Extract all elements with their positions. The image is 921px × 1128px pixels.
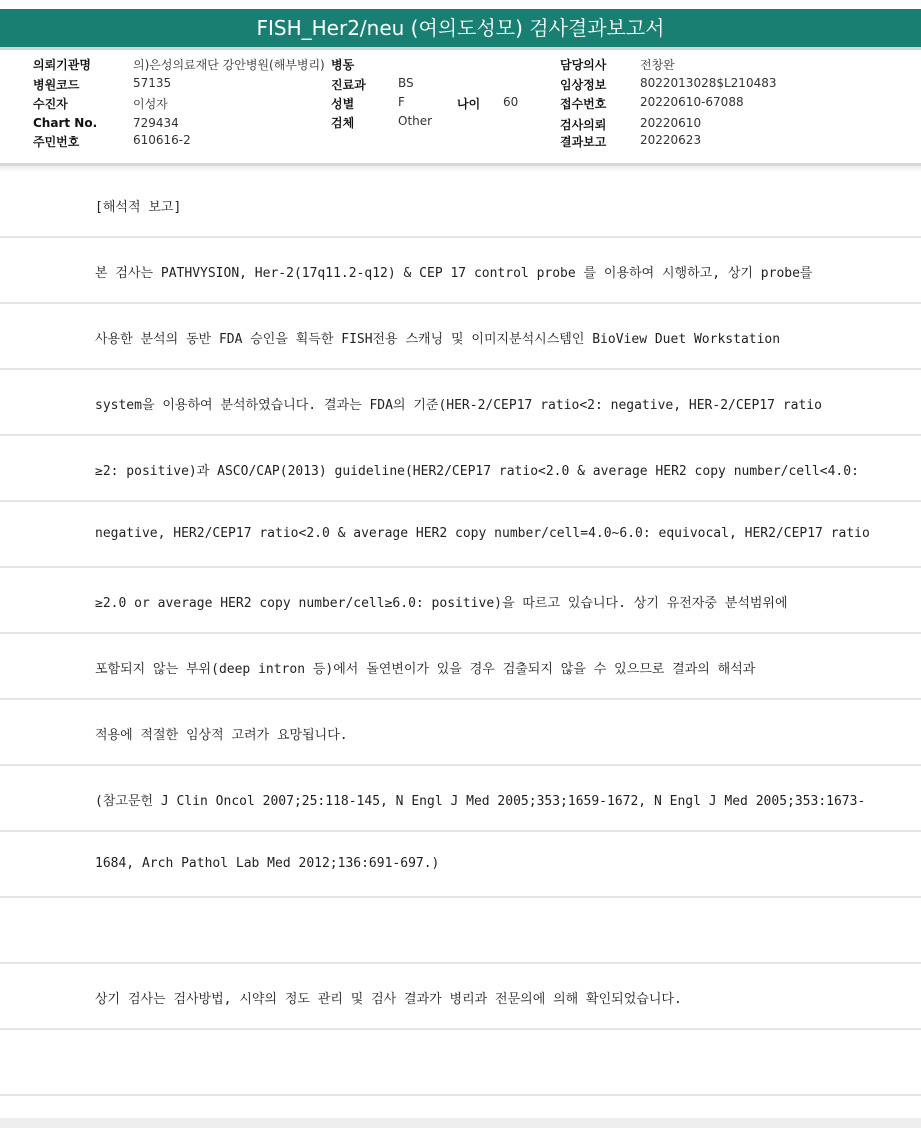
- report-date-label: 결과보고: [560, 135, 607, 149]
- report-line: [0, 238, 921, 304]
- sex-value: F: [398, 95, 405, 109]
- doctor-value: 전창완: [640, 58, 675, 72]
- chart-value: 729434: [133, 116, 179, 130]
- report-line-text: [해석적 보고]: [95, 200, 182, 215]
- report-line-text: negative, HER2/CEP17 ratio<2.0 & average HER2 copy number/cell=4.0~6.0: equivocal, HER2/CEP17 ratio: [95, 526, 870, 541]
- report-line: [0, 1030, 921, 1096]
- report-line: [0, 832, 921, 898]
- report-line-text: ≥2: positive)과 ASCO/CAP(2013) guideline(HER2/CEP17 ratio<2.0 & average HER2 copy number/cell<4.0:: [95, 464, 859, 479]
- report-line: [0, 172, 921, 238]
- report-line-text: 포함되지 않는 부위(deep intron 등)에서 돌연변이가 있을 경우 검출되지 않을 수 있으므로 결과의 해석과: [95, 662, 756, 677]
- patient-value: 이성자: [133, 97, 168, 111]
- report-line: [0, 898, 921, 964]
- specimen-value: Other: [398, 114, 433, 128]
- report-line-text: 1684, Arch Pathol Lab Med 2012;136:691-697.): [95, 856, 440, 871]
- report-line: [0, 700, 921, 766]
- dept-label: 진료과: [331, 78, 366, 92]
- sex-label: 성별: [331, 97, 355, 111]
- receipt-label: 접수번호: [560, 97, 607, 111]
- report-line: [0, 568, 921, 634]
- report-body: [0, 172, 921, 1096]
- hospital-code-label: 병원코드: [33, 78, 80, 92]
- report-line-text: 본 검사는 PATHVYSION, Her-2(17q11.2-q12) & CEP 17 control probe 를 이용하여 시행하고, 상기 probe를: [95, 266, 813, 281]
- report-line: [0, 436, 921, 502]
- report-header: [0, 50, 921, 163]
- patient-label: 수진자: [33, 97, 68, 111]
- top-strip: [0, 0, 921, 9]
- clinical-value: 8022013028$L210483: [640, 76, 777, 90]
- report-line: [0, 502, 921, 568]
- footer-bar: [0, 1118, 921, 1128]
- report-line: [0, 964, 921, 1030]
- request-org-label: 의뢰기관명: [33, 58, 91, 72]
- hospital-code-value: 57135: [133, 76, 172, 90]
- age-label: 나이: [457, 97, 481, 111]
- report-line: [0, 766, 921, 832]
- report-line: [0, 304, 921, 370]
- resident-value: 610616-2: [133, 133, 191, 147]
- dept-value: BS: [398, 76, 414, 90]
- age-value: 60: [503, 95, 519, 109]
- report-line-text: 상기 검사는 검사방법, 시약의 정도 관리 및 검사 결과가 병리과 전문의에 의해 확인되었습니다.: [95, 992, 682, 1007]
- receipt-value: 20220610-67088: [640, 95, 744, 109]
- doctor-label: 담당의사: [560, 58, 607, 72]
- report-line-text: 사용한 분석의 동반 FDA 승인을 획득한 FISH전용 스캐닝 및 이미지분석시스템인 BioView Duet Workstation: [95, 332, 781, 347]
- report-line-text: 적용에 적절한 임상적 고려가 요망됩니다.: [95, 728, 348, 743]
- specimen-label: 검체: [331, 116, 355, 130]
- chart-label: Chart No.: [33, 116, 98, 130]
- request-org-value: 의)은성의료재단 강안병원(해부병리): [133, 58, 325, 72]
- report-title: FISH_Her2/neu (여의도성모) 검사결과보고서: [0, 9, 921, 47]
- resident-label: 주민번호: [33, 135, 80, 149]
- report-line: [0, 634, 921, 700]
- report-line-text: ≥2.0 or average HER2 copy number/cell≥6.0: positive)을 따르고 있습니다. 상기 유전자중 분석범위에: [95, 596, 788, 611]
- report-line: [0, 370, 921, 436]
- request-date-label: 검사의뢰: [560, 118, 607, 132]
- report-date-value: 20220623: [640, 133, 702, 147]
- report-line-text: (참고문헌 J Clin Oncol 2007;25:118-145, N Engl J Med 2005;353;1659-1672, N Engl J Med 2005;353:1673-: [95, 794, 866, 809]
- request-date-value: 20220610: [640, 116, 702, 130]
- clinical-label: 임상정보: [560, 78, 607, 92]
- report-line-text: system을 이용하여 분석하였습니다. 결과는 FDA의 기준(HER-2/CEP17 ratio<2: negative, HER-2/CEP17 ratio: [95, 398, 822, 413]
- ward-label: 병동: [331, 58, 355, 72]
